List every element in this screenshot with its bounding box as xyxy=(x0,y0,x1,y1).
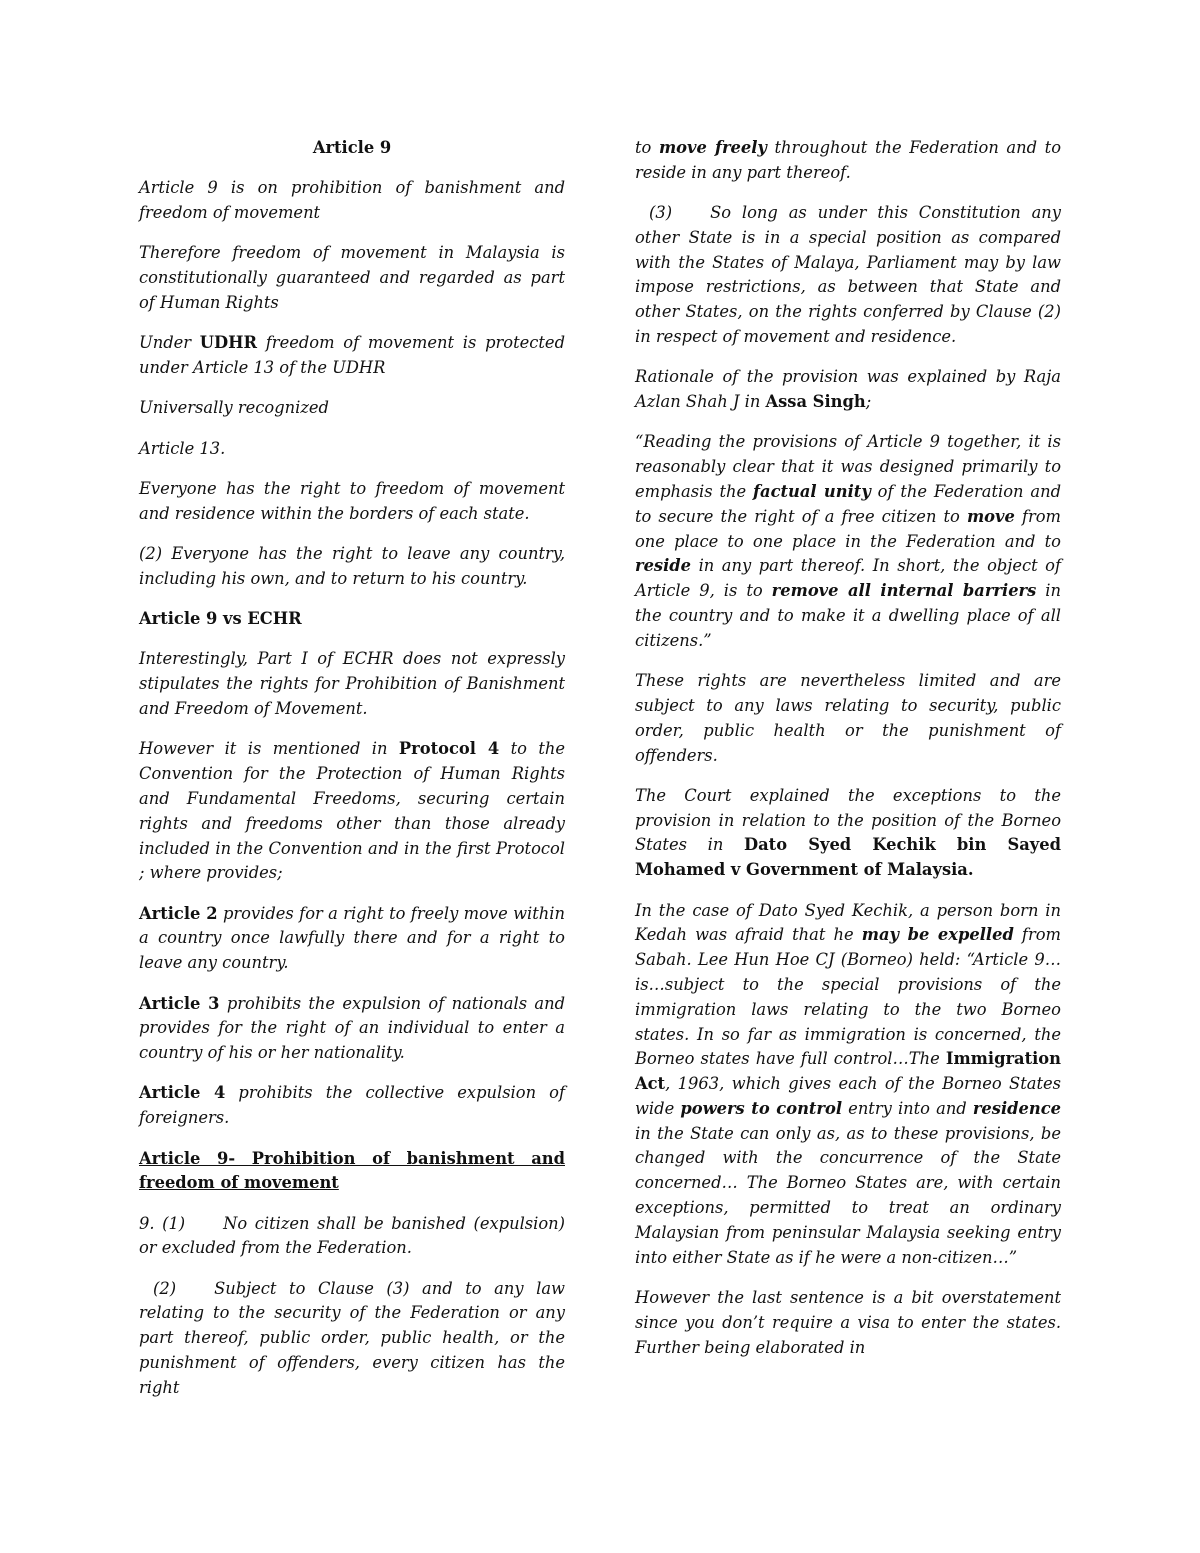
paragraph: However it is mentioned in Protocol 4 to the Convention for the Protection of Human Rights and Fundamental Freedoms, securing certain rights and freedoms other than those already included in the Convention and in the first Protocol ; where provides; xyxy=(139,739,566,883)
paragraph: Under UDHR freedom of movement is protected under Article 13 of the UDHR xyxy=(139,333,565,378)
paragraph: Universally recognized xyxy=(139,398,329,418)
paragraph: These rights are nevertheless limited and are subject to any laws relating to security, public order, public health or the punishment of offenders. xyxy=(635,671,1061,765)
paragraph: In the case of Dato Syed Kechik, a person born in Kedah was afraid that he may be expelled from Sabah. Lee Hun Hoe CJ (Borneo) held: “Article 9…is…subject to the special provisions of the immigration laws relating to the two Borneo states. In so far as immigration is concerned, the Borneo states have full control…The Immigration Act, 1963, which gives each of the Borneo States wide powers to control entry into and residence in the State can only as, as to these provisions, be changed with the concurrence of the State concerned… The Borneo States are, with certain exceptions, permitted to treat an ordinary Malaysian from peninsular Malaysia seeking entry into either State as if he were a non-citizen…” xyxy=(635,900,1061,1267)
section-heading: Article 9 vs ECHR xyxy=(139,609,302,629)
paragraph: Article 9 is on prohibition of banishment and freedom of movement xyxy=(139,178,565,223)
paragraph: The Court explained the exceptions to the provision in relation to the position of the Borneo States in Dato Syed Kechik bin Sayed Mohamed v Government of Malaysia. xyxy=(635,785,1061,880)
paragraph: Article 13. xyxy=(139,438,226,458)
paragraph: Everyone has the right to freedom of movement and residence within the borders of each state. xyxy=(139,478,565,523)
paragraph: Article 4 prohibits the collective expulsion of foreigners. xyxy=(139,1083,565,1128)
clause: (3) So long as under this Constitution any other State is in a special position as compared with the States of Malaya, Parliament may by law impose restrictions, as between that State and other States, on the rights conferred by Clause (2) in respect of movement and residence. xyxy=(635,203,1061,347)
left-column xyxy=(139,136,565,1416)
page-title: Article 9 xyxy=(312,138,392,157)
paragraph: Therefore freedom of movement in Malaysia is constitutionally guaranteed and regarded as part of Human Rights xyxy=(139,243,565,312)
paragraph: However the last sentence is a bit overstatement since you don’t require a visa to enter the states. Further being elaborated in xyxy=(635,1287,1061,1357)
quote: “Reading the provisions of Article 9 together, it is reasonably clear that it was designed primarily to emphasis the factual unity of the Federation and to secure the right of a free citizen to move from one place to one place in the Federation and to reside in any part thereof. In short, the object of Article 9, is to remove all internal barriers in the country and to make it a dwelling place of all citizens.” xyxy=(635,432,1061,650)
paragraph: (2) Everyone has the right to leave any country, including his own, and to return to his country. xyxy=(139,544,565,588)
paragraph: Rationale of the provision was explained by Raja Azlan Shah J in Assa Singh; xyxy=(635,367,1061,412)
clause: 9. (1) No citizen shall be banished (expulsion) or excluded from the Federation. xyxy=(139,1213,565,1258)
right-column xyxy=(635,136,1061,1376)
paragraph: Article 2 provides for a right to freely move within a country once lawfully there and for a right to leave any country. xyxy=(139,903,565,973)
paragraph: Article 3 prohibits the expulsion of nationals and provides for the right of an individual to enter a country of his or her nationality. xyxy=(139,993,566,1063)
paragraph: to move freely throughout the Federation and to reside in any part thereof. xyxy=(635,138,1061,182)
paragraph: Interestingly, Part I of ECHR does not expressly stipulates the rights for Prohibition of Banishment and Freedom of Movement. xyxy=(139,649,565,719)
clause: (2) Subject to Clause (3) and to any law relating to the security of the Federation or any part thereof, public order, public health, or the punishment of offenders, every citizen has the right xyxy=(139,1278,565,1397)
section-heading: Article 9- Prohibition of banishment and freedom of movement xyxy=(139,1148,565,1193)
